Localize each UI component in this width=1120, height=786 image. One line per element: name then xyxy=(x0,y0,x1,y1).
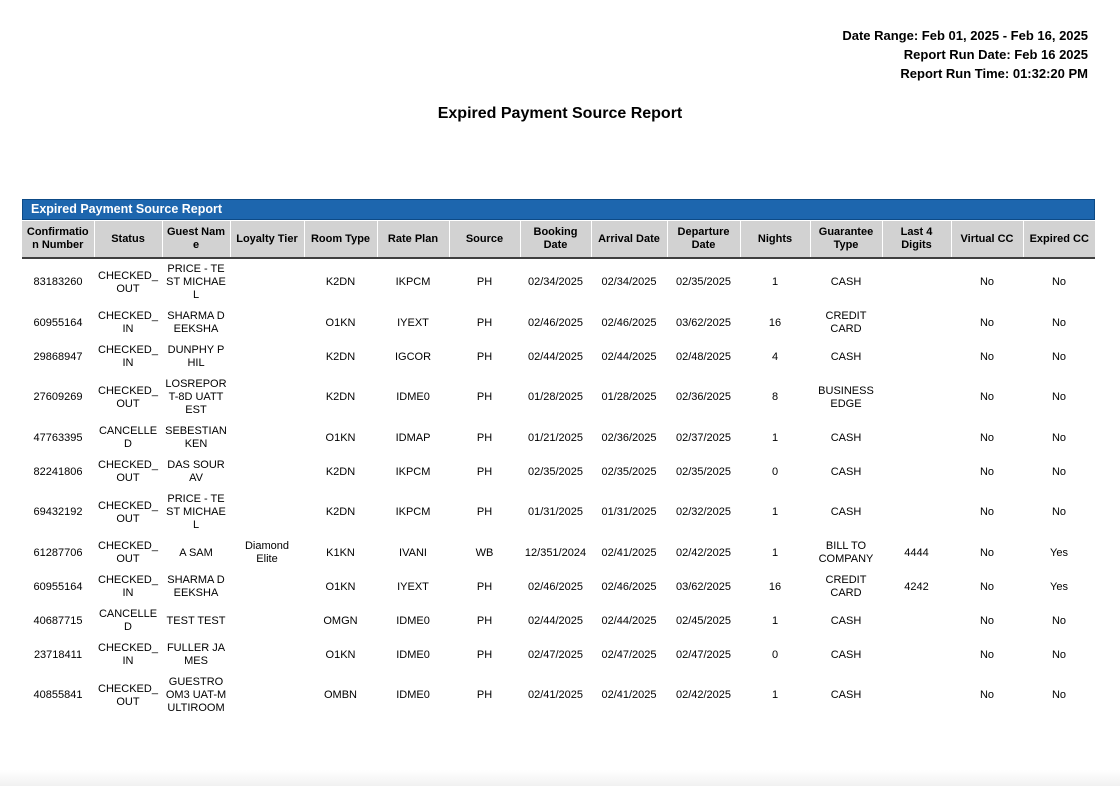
cell-rate-plan: IDME0 xyxy=(377,604,449,638)
cell-booking-date: 02/44/2025 xyxy=(520,340,591,374)
cell-nights: 0 xyxy=(740,455,810,489)
cell-last-4-digits xyxy=(882,258,951,306)
cell-confirmation-number: 29868947 xyxy=(22,340,94,374)
cell-arrival-date: 01/28/2025 xyxy=(591,374,667,421)
cell-expired-cc: No xyxy=(1023,604,1095,638)
cell-departure-date: 02/45/2025 xyxy=(667,604,740,638)
cell-departure-date: 02/47/2025 xyxy=(667,638,740,672)
table-row xyxy=(22,570,1095,604)
cell-source: PH xyxy=(449,421,520,455)
cell-guarantee-type: CASH xyxy=(810,672,882,719)
cell-departure-date: 02/48/2025 xyxy=(667,340,740,374)
cell-loyalty-tier xyxy=(230,638,304,672)
cell-arrival-date: 02/44/2025 xyxy=(591,604,667,638)
cell-virtual-cc: No xyxy=(951,258,1023,306)
report-run-time-text: Report Run Time: 01:32:20 PM xyxy=(900,66,1088,81)
cell-loyalty-tier xyxy=(230,455,304,489)
page-bottom-shade xyxy=(0,770,1120,786)
cell-source: PH xyxy=(449,374,520,421)
cell-last-4-digits xyxy=(882,672,951,719)
cell-guarantee-type: BILL TO COMPANY xyxy=(810,536,882,570)
cell-virtual-cc: No xyxy=(951,421,1023,455)
cell-rate-plan: IYEXT xyxy=(377,570,449,604)
cell-virtual-cc: No xyxy=(951,340,1023,374)
column-header-virtual-cc: Virtual CC xyxy=(951,221,1023,259)
cell-loyalty-tier xyxy=(230,306,304,340)
date-range-text: Date Range: Feb 01, 2025 - Feb 16, 2025 xyxy=(842,28,1088,43)
cell-expired-cc: No xyxy=(1023,455,1095,489)
cell-room-type: K2DN xyxy=(304,258,377,306)
cell-guest-name: PRICE - TEST MICHAEL xyxy=(162,258,230,306)
cell-rate-plan: IDME0 xyxy=(377,638,449,672)
cell-last-4-digits: 4444 xyxy=(882,536,951,570)
cell-last-4-digits xyxy=(882,455,951,489)
cell-confirmation-number: 61287706 xyxy=(22,536,94,570)
cell-room-type: O1KN xyxy=(304,638,377,672)
cell-source: WB xyxy=(449,536,520,570)
cell-loyalty-tier xyxy=(230,340,304,374)
cell-arrival-date: 02/46/2025 xyxy=(591,306,667,340)
cell-status: CANCELLED xyxy=(94,421,162,455)
cell-expired-cc: Yes xyxy=(1023,570,1095,604)
cell-confirmation-number: 23718411 xyxy=(22,638,94,672)
cell-arrival-date: 02/41/2025 xyxy=(591,536,667,570)
cell-source: PH xyxy=(449,258,520,306)
cell-room-type: K2DN xyxy=(304,340,377,374)
cell-last-4-digits: 4242 xyxy=(882,570,951,604)
cell-nights: 1 xyxy=(740,421,810,455)
cell-expired-cc: No xyxy=(1023,258,1095,306)
cell-status: CANCELLED xyxy=(94,604,162,638)
cell-room-type: K2DN xyxy=(304,489,377,536)
cell-departure-date: 02/32/2025 xyxy=(667,489,740,536)
cell-guest-name: GUESTROOM3 UAT-MULTIROOM xyxy=(162,672,230,719)
cell-expired-cc: No xyxy=(1023,672,1095,719)
page-title: Expired Payment Source Report xyxy=(437,105,683,122)
column-header-status: Status xyxy=(94,221,162,259)
cell-arrival-date: 02/35/2025 xyxy=(591,455,667,489)
cell-guarantee-type: CASH xyxy=(810,455,882,489)
report-table xyxy=(22,220,1095,719)
cell-guarantee-type: CASH xyxy=(810,489,882,536)
cell-status: CHECKED_IN xyxy=(94,570,162,604)
cell-confirmation-number: 82241806 xyxy=(22,455,94,489)
cell-status: CHECKED_OUT xyxy=(94,374,162,421)
column-header-last-4-digits: Last 4 Digits xyxy=(882,221,951,259)
table-body xyxy=(22,258,1095,719)
cell-booking-date: 02/34/2025 xyxy=(520,258,591,306)
cell-status: CHECKED_IN xyxy=(94,638,162,672)
cell-booking-date: 02/46/2025 xyxy=(520,306,591,340)
cell-confirmation-number: 69432192 xyxy=(22,489,94,536)
cell-virtual-cc: No xyxy=(951,306,1023,340)
cell-rate-plan: IKPCM xyxy=(377,455,449,489)
cell-guarantee-type: CASH xyxy=(810,421,882,455)
cell-guest-name: SEBESTIAN KEN xyxy=(162,421,230,455)
cell-loyalty-tier xyxy=(230,604,304,638)
cell-guarantee-type: CASH xyxy=(810,638,882,672)
column-header-room-type: Room Type xyxy=(304,221,377,259)
cell-confirmation-number: 60955164 xyxy=(22,306,94,340)
cell-room-type: O1KN xyxy=(304,306,377,340)
cell-source: PH xyxy=(449,638,520,672)
cell-departure-date: 02/36/2025 xyxy=(667,374,740,421)
cell-guest-name: TEST TEST xyxy=(162,604,230,638)
cell-departure-date: 02/42/2025 xyxy=(667,536,740,570)
cell-loyalty-tier xyxy=(230,489,304,536)
cell-source: PH xyxy=(449,340,520,374)
cell-room-type: O1KN xyxy=(304,421,377,455)
cell-room-type: K1KN xyxy=(304,536,377,570)
cell-arrival-date: 02/46/2025 xyxy=(591,570,667,604)
cell-room-type: K2DN xyxy=(304,374,377,421)
cell-booking-date: 01/31/2025 xyxy=(520,489,591,536)
cell-guarantee-type: CREDIT CARD xyxy=(810,306,882,340)
cell-guest-name: DAS SOURAV xyxy=(162,455,230,489)
cell-rate-plan: IDME0 xyxy=(377,374,449,421)
cell-virtual-cc: No xyxy=(951,489,1023,536)
report-table-section xyxy=(22,199,1095,719)
table-header-row xyxy=(22,221,1095,259)
cell-guest-name: FULLER JAMES xyxy=(162,638,230,672)
cell-expired-cc: No xyxy=(1023,306,1095,340)
cell-nights: 8 xyxy=(740,374,810,421)
cell-confirmation-number: 27609269 xyxy=(22,374,94,421)
table-head xyxy=(22,221,1095,259)
cell-booking-date: 02/35/2025 xyxy=(520,455,591,489)
cell-loyalty-tier xyxy=(230,570,304,604)
cell-expired-cc: No xyxy=(1023,374,1095,421)
cell-last-4-digits xyxy=(882,421,951,455)
cell-expired-cc: No xyxy=(1023,340,1095,374)
cell-status: CHECKED_OUT xyxy=(94,672,162,719)
cell-source: PH xyxy=(449,672,520,719)
cell-departure-date: 02/42/2025 xyxy=(667,672,740,719)
cell-arrival-date: 02/41/2025 xyxy=(591,672,667,719)
cell-departure-date: 02/37/2025 xyxy=(667,421,740,455)
column-header-loyalty-tier: Loyalty Tier xyxy=(230,221,304,259)
cell-status: CHECKED_OUT xyxy=(94,489,162,536)
table-row xyxy=(22,672,1095,719)
cell-guest-name: PRICE - TEST MICHAEL xyxy=(162,489,230,536)
cell-booking-date: 12/351/2024 xyxy=(520,536,591,570)
cell-booking-date: 02/46/2025 xyxy=(520,570,591,604)
table-band-title: Expired Payment Source Report xyxy=(22,199,1095,220)
cell-guest-name: DUNPHY PHIL xyxy=(162,340,230,374)
cell-status: CHECKED_OUT xyxy=(94,258,162,306)
cell-departure-date: 02/35/2025 xyxy=(667,258,740,306)
cell-booking-date: 02/41/2025 xyxy=(520,672,591,719)
column-header-nights: Nights xyxy=(740,221,810,259)
column-header-confirmation-number: Confirmation Number xyxy=(22,221,94,259)
cell-last-4-digits xyxy=(882,340,951,374)
cell-arrival-date: 02/44/2025 xyxy=(591,340,667,374)
cell-virtual-cc: No xyxy=(951,455,1023,489)
cell-arrival-date: 02/36/2025 xyxy=(591,421,667,455)
column-header-booking-date: Booking Date xyxy=(520,221,591,259)
cell-nights: 16 xyxy=(740,306,810,340)
cell-nights: 1 xyxy=(740,536,810,570)
cell-loyalty-tier xyxy=(230,672,304,719)
cell-departure-date: 03/62/2025 xyxy=(667,306,740,340)
cell-nights: 1 xyxy=(740,489,810,536)
cell-virtual-cc: No xyxy=(951,374,1023,421)
cell-last-4-digits xyxy=(882,489,951,536)
cell-confirmation-number: 40687715 xyxy=(22,604,94,638)
cell-guarantee-type: CASH xyxy=(810,258,882,306)
cell-nights: 1 xyxy=(740,258,810,306)
cell-rate-plan: IYEXT xyxy=(377,306,449,340)
cell-status: CHECKED_OUT xyxy=(94,536,162,570)
cell-room-type: K2DN xyxy=(304,455,377,489)
cell-confirmation-number: 83183260 xyxy=(22,258,94,306)
cell-expired-cc: Yes xyxy=(1023,536,1095,570)
cell-virtual-cc: No xyxy=(951,672,1023,719)
cell-room-type: OMGN xyxy=(304,604,377,638)
table-row xyxy=(22,421,1095,455)
cell-last-4-digits xyxy=(882,604,951,638)
cell-last-4-digits xyxy=(882,374,951,421)
cell-expired-cc: No xyxy=(1023,489,1095,536)
cell-booking-date: 02/44/2025 xyxy=(520,604,591,638)
cell-status: CHECKED_IN xyxy=(94,340,162,374)
table-row xyxy=(22,258,1095,306)
cell-source: PH xyxy=(449,604,520,638)
cell-expired-cc: No xyxy=(1023,421,1095,455)
cell-nights: 1 xyxy=(740,604,810,638)
cell-confirmation-number: 60955164 xyxy=(22,570,94,604)
cell-arrival-date: 02/34/2025 xyxy=(591,258,667,306)
cell-confirmation-number: 40855841 xyxy=(22,672,94,719)
cell-booking-date: 02/47/2025 xyxy=(520,638,591,672)
cell-rate-plan: IDME0 xyxy=(377,672,449,719)
table-row xyxy=(22,340,1095,374)
cell-status: CHECKED_IN xyxy=(94,306,162,340)
report-run-date-text: Report Run Date: Feb 16 2025 xyxy=(903,47,1088,62)
cell-nights: 16 xyxy=(740,570,810,604)
column-header-expired-cc: Expired CC xyxy=(1023,221,1095,259)
cell-nights: 4 xyxy=(740,340,810,374)
cell-loyalty-tier xyxy=(230,258,304,306)
cell-virtual-cc: No xyxy=(951,604,1023,638)
cell-rate-plan: IGCOR xyxy=(377,340,449,374)
cell-guarantee-type: BUSINESS EDGE xyxy=(810,374,882,421)
cell-guest-name: SHARMA DEEKSHA xyxy=(162,306,230,340)
cell-guest-name: A SAM xyxy=(162,536,230,570)
column-header-source: Source xyxy=(449,221,520,259)
cell-source: PH xyxy=(449,570,520,604)
cell-departure-date: 02/35/2025 xyxy=(667,455,740,489)
cell-source: PH xyxy=(449,306,520,340)
cell-rate-plan: IKPCM xyxy=(377,258,449,306)
cell-expired-cc: No xyxy=(1023,638,1095,672)
cell-loyalty-tier: Diamond Elite xyxy=(230,536,304,570)
report-run-info xyxy=(842,26,1088,83)
cell-room-type: O1KN xyxy=(304,570,377,604)
cell-nights: 0 xyxy=(740,638,810,672)
cell-rate-plan: IVANI xyxy=(377,536,449,570)
cell-guarantee-type: CASH xyxy=(810,340,882,374)
cell-source: PH xyxy=(449,455,520,489)
column-header-guarantee-type: Guarantee Type xyxy=(810,221,882,259)
cell-room-type: OMBN xyxy=(304,672,377,719)
cell-arrival-date: 02/47/2025 xyxy=(591,638,667,672)
table-row xyxy=(22,489,1095,536)
table-row xyxy=(22,638,1095,672)
cell-guest-name: SHARMA DEEKSHA xyxy=(162,570,230,604)
cell-booking-date: 01/28/2025 xyxy=(520,374,591,421)
column-header-guest-name: Guest Name xyxy=(162,221,230,259)
column-header-departure-date: Departure Date xyxy=(667,221,740,259)
table-row xyxy=(22,306,1095,340)
cell-confirmation-number: 47763395 xyxy=(22,421,94,455)
cell-guest-name: LOSREPORT-8D UATTEST xyxy=(162,374,230,421)
cell-nights: 1 xyxy=(740,672,810,719)
cell-status: CHECKED_OUT xyxy=(94,455,162,489)
cell-booking-date: 01/21/2025 xyxy=(520,421,591,455)
cell-rate-plan: IKPCM xyxy=(377,489,449,536)
cell-source: PH xyxy=(449,489,520,536)
cell-virtual-cc: No xyxy=(951,570,1023,604)
cell-rate-plan: IDMAP xyxy=(377,421,449,455)
cell-virtual-cc: No xyxy=(951,536,1023,570)
cell-last-4-digits xyxy=(882,638,951,672)
cell-departure-date: 03/62/2025 xyxy=(667,570,740,604)
cell-arrival-date: 01/31/2025 xyxy=(591,489,667,536)
cell-last-4-digits xyxy=(882,306,951,340)
column-header-rate-plan: Rate Plan xyxy=(377,221,449,259)
cell-virtual-cc: No xyxy=(951,638,1023,672)
table-row xyxy=(22,374,1095,421)
cell-loyalty-tier xyxy=(230,374,304,421)
cell-guarantee-type: CREDIT CARD xyxy=(810,570,882,604)
table-row xyxy=(22,536,1095,570)
table-row xyxy=(22,604,1095,638)
table-row xyxy=(22,455,1095,489)
cell-guarantee-type: CASH xyxy=(810,604,882,638)
column-header-arrival-date: Arrival Date xyxy=(591,221,667,259)
cell-loyalty-tier xyxy=(230,421,304,455)
